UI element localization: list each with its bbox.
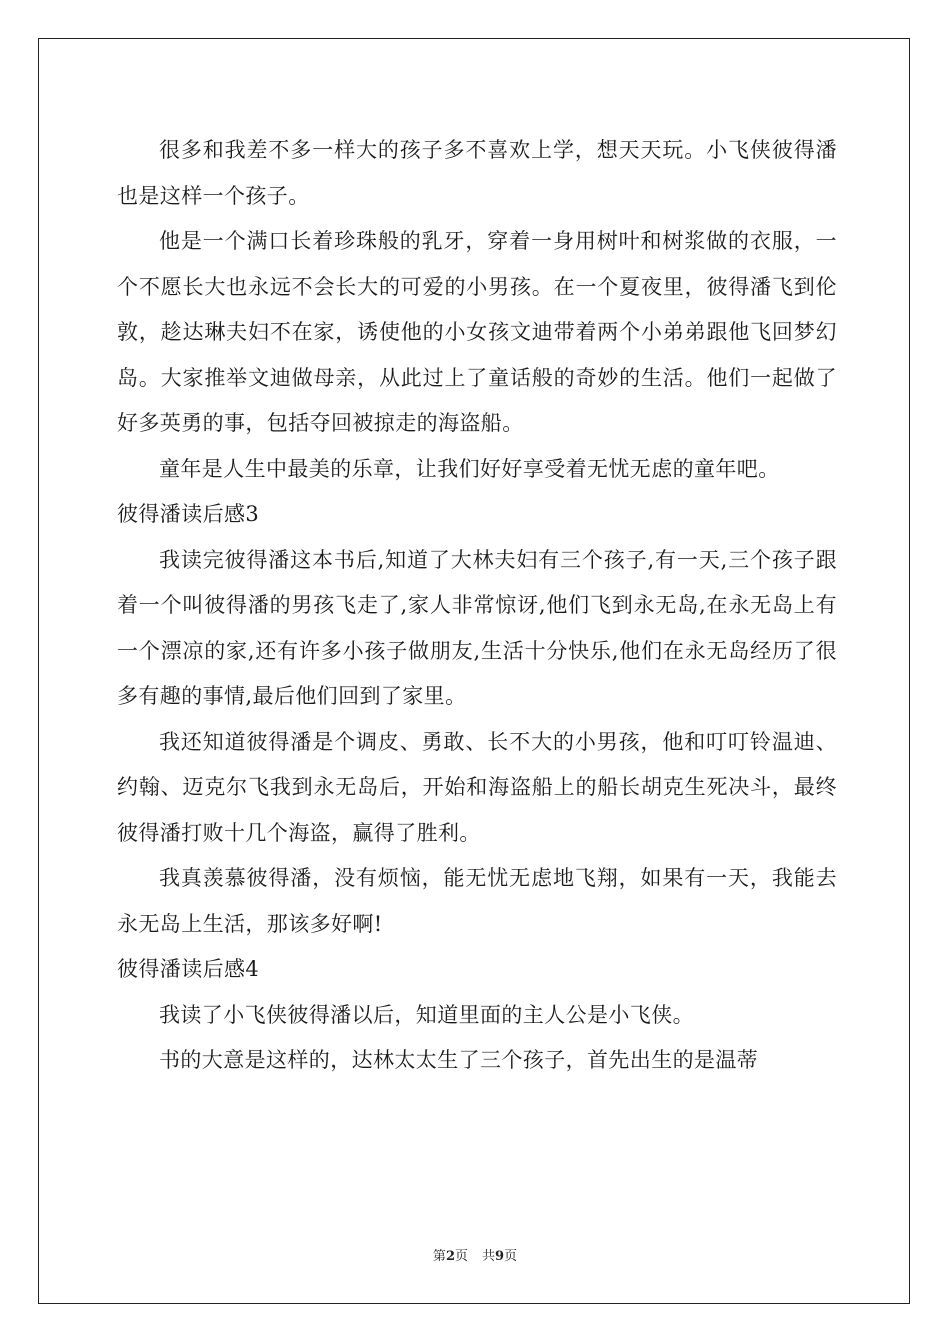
- paragraph-2: 他是一个满口长着珍珠般的乳牙，穿着一身用树叶和树浆做的衣服，一个不愿长大也永远不会长大的可爱的小男孩。在一个夏夜里，彼得潘飞到伦敦，趁达琳夫妇不在家，诱使他的小女孩文迪带着两个小弟弟跟他飞回梦幻岛。大家推举文迪做母亲，从此过上了童话般的奇妙的生活。他们一起做了好多英勇的事，包括夺回被掠走的海盗船。: [117, 229, 837, 435]
- paragraph-4: 我读完彼得潘这本书后,知道了大林夫妇有三个孩子,有一天,三个孩子跟着一个叫彼得潘的男孩飞走了,家人非常惊讶,他们飞到永无岛,在永无岛上有一个漂凉的家,还有许多小孩子做朋友,生活十分快乐,他们在永无岛经历了很多有趣的事情,最后他们回到了家里。: [117, 547, 837, 708]
- page-number-indicator: 第2页: [432, 1249, 468, 1264]
- paragraph-5: 我还知道彼得潘是个调皮、勇敢、长不大的小男孩，他和叮叮铃温迪、约翰、迈克尔飞我到永无岛后，开始和海盗船上的船长胡克生死决斗，最终彼得潘打败十几个海盗，赢得了胜利。: [117, 729, 837, 845]
- paragraph-7: 我读了小飞侠彼得潘以后，知道里面的主人公是小飞侠。: [159, 1002, 694, 1027]
- current-page-number: 2: [445, 1249, 455, 1264]
- paragraph-6: 我真羡慕彼得潘，没有烦恼，能无忧无虑地飞翔，如果有一天，我能去永无岛上生活，那该多好啊!: [117, 866, 837, 936]
- total-pages-indicator: 共9页: [482, 1249, 518, 1264]
- page-footer: [0, 1245, 950, 1264]
- section-heading-4: 彼得潘读后感4: [117, 957, 260, 981]
- paragraph-3: 童年是人生中最美的乐章，让我们好好享受着无忧无虑的童年吧。: [159, 456, 780, 481]
- total-page-count: 9: [495, 1249, 505, 1264]
- paragraph-1: 很多和我差不多一样大的孩子多不喜欢上学，想天天玩。小飞侠彼得潘也是这样一个孩子。: [117, 138, 837, 208]
- paragraph-8: 书的大意是这样的，达林太太生了三个孩子，首先出生的是温蒂: [159, 1048, 759, 1072]
- document-body: [117, 128, 837, 1084]
- section-heading-3: 彼得潘读后感3: [117, 502, 260, 526]
